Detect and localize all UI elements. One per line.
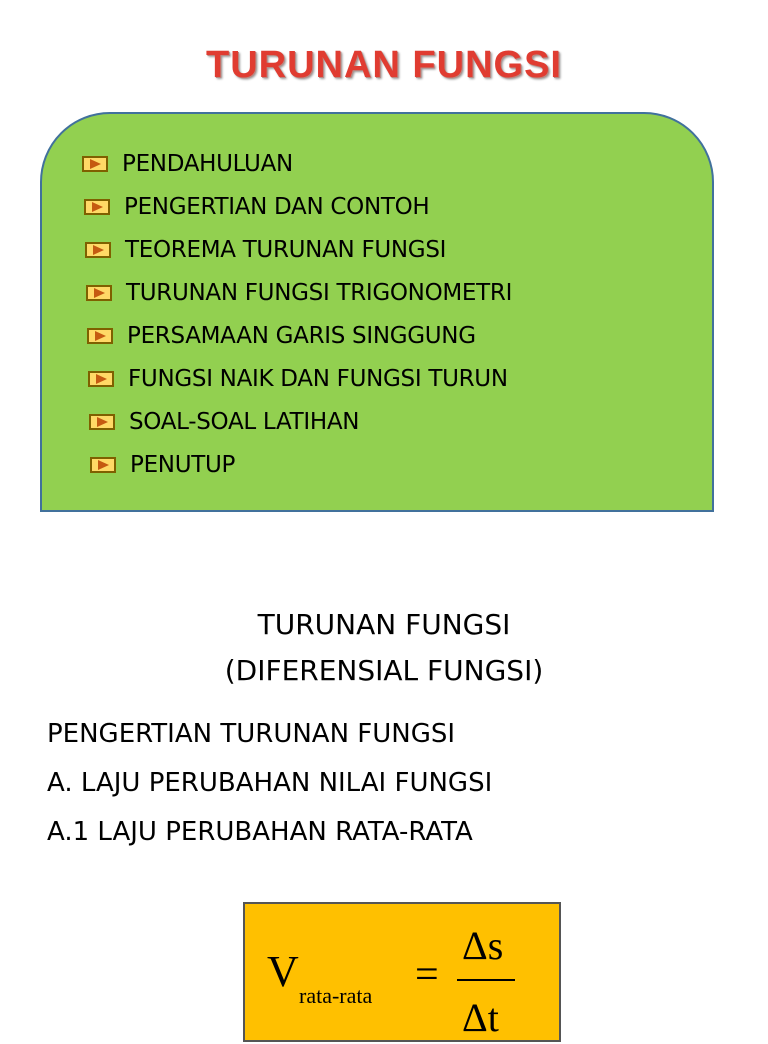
- menu-item-label: FUNGSI NAIK DAN FUNGSI TURUN: [128, 366, 508, 392]
- section-title-line2: (DIFERENSIAL FUNGSI): [224, 654, 544, 687]
- play-icon: [90, 457, 116, 473]
- menu-item-garis-singgung[interactable]: [87, 321, 476, 351]
- play-icon: [82, 156, 108, 172]
- menu-item-label: PENUTUP: [130, 452, 236, 478]
- menu-item-label: SOAL-SOAL LATIHAN: [129, 409, 360, 435]
- body-line-pengertian: PENGERTIAN TURUNAN FUNGSI: [47, 719, 456, 749]
- formula-box: [243, 902, 561, 1042]
- body-line-laju: A. LAJU PERUBAHAN NILAI FUNGSI: [47, 768, 493, 798]
- menu-item-pendahuluan[interactable]: [82, 149, 293, 179]
- menu-item-label: PERSAMAAN GARIS SINGGUNG: [127, 323, 476, 349]
- menu-item-soal-latihan[interactable]: [89, 407, 359, 437]
- menu-item-trigonometri[interactable]: [86, 278, 512, 308]
- menu-item-fungsi-naik[interactable]: [88, 364, 508, 394]
- formula-equals: =: [415, 952, 439, 998]
- menu-item-label: PENGERTIAN DAN CONTOH: [124, 194, 430, 220]
- formula-denominator: Δt: [462, 995, 499, 1040]
- play-icon: [86, 285, 112, 301]
- formula-lhs: V: [267, 947, 299, 996]
- formula: [245, 904, 563, 1044]
- menu-item-pengertian[interactable]: [84, 192, 429, 222]
- play-icon: [88, 371, 114, 387]
- body-line-rata-rata: A.1 LAJU PERUBAHAN RATA-RATA: [47, 817, 473, 847]
- menu-box: [40, 112, 714, 512]
- formula-numerator: Δs: [462, 923, 504, 968]
- play-icon: [89, 414, 115, 430]
- play-icon: [85, 242, 111, 258]
- section-title-line1: TURUNAN FUNGSI: [257, 608, 511, 641]
- menu-item-teorema[interactable]: [85, 235, 446, 265]
- menu-item-label: TEOREMA TURUNAN FUNGSI: [125, 237, 447, 263]
- menu-item-penutup[interactable]: [90, 450, 235, 480]
- menu-item-label: PENDAHULUAN: [122, 151, 293, 177]
- formula-subscript: rata-rata: [299, 983, 373, 1008]
- menu-item-label: TURUNAN FUNGSI TRIGONOMETRI: [126, 280, 513, 306]
- slide-title: TURUNAN FUNGSI: [206, 44, 562, 86]
- play-icon: [84, 199, 110, 215]
- play-icon: [87, 328, 113, 344]
